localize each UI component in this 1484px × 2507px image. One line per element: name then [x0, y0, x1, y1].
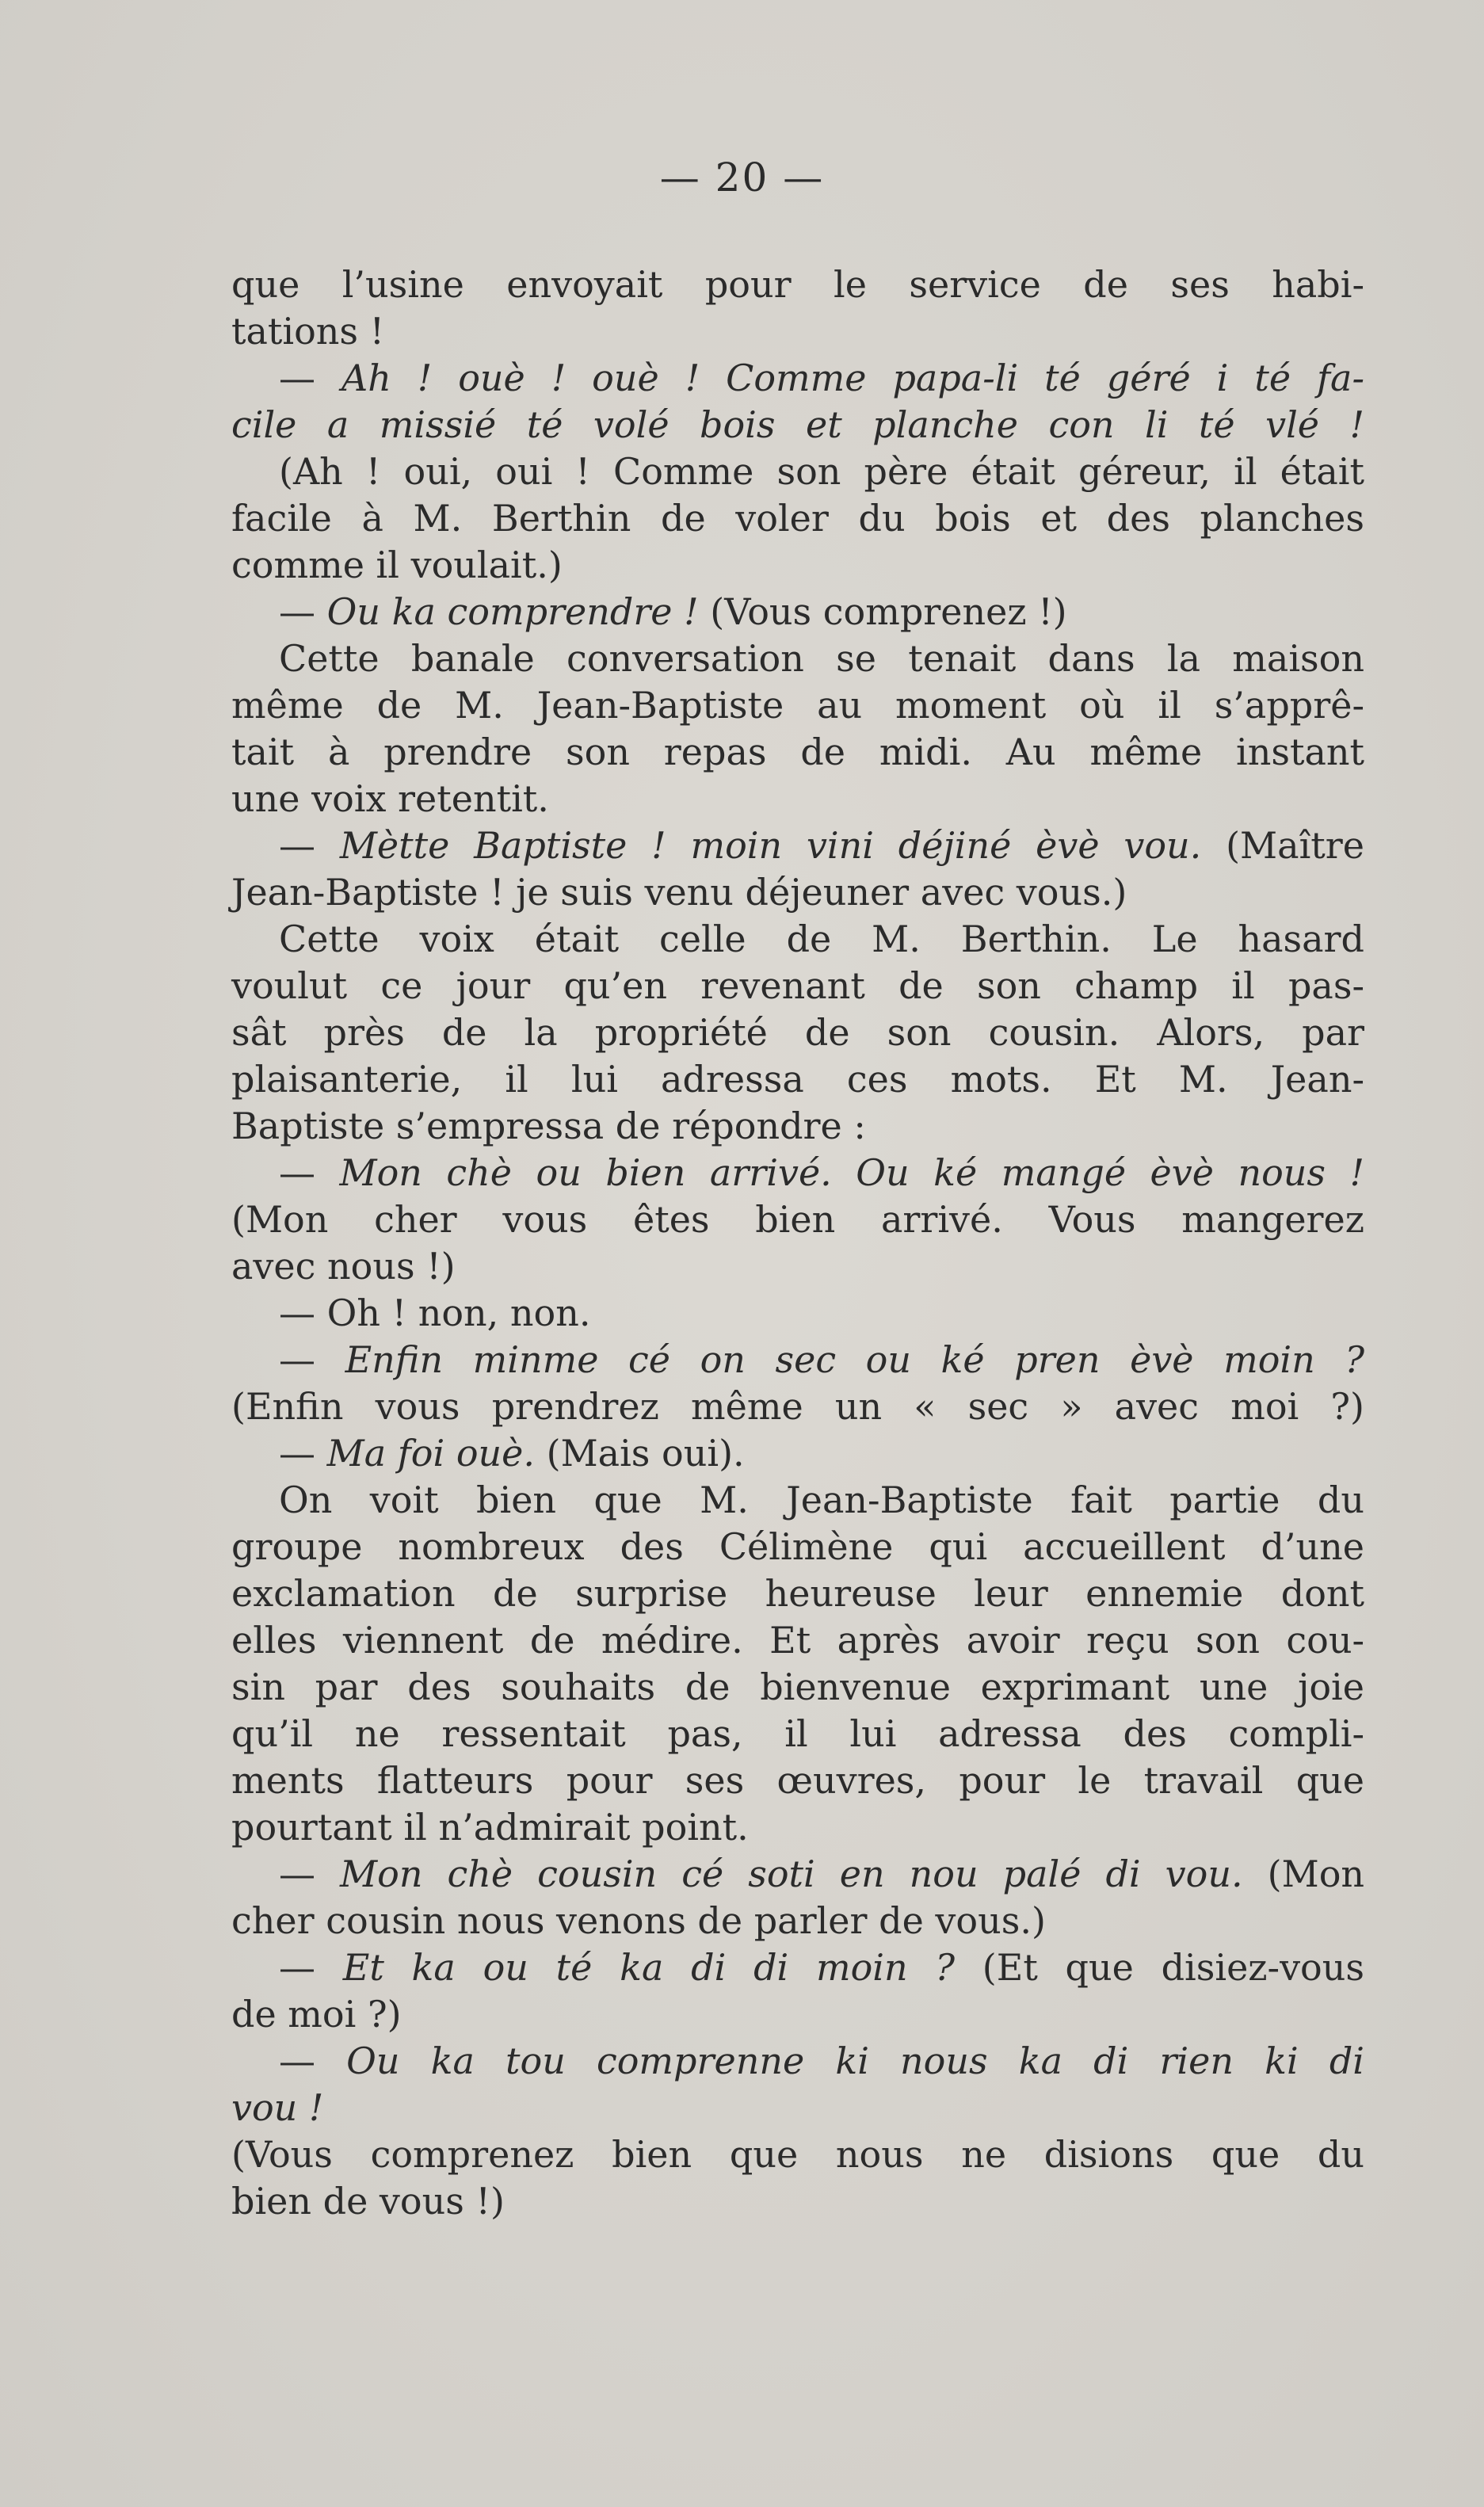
line-text: Baptiste s’empressa de répondre : [231, 1105, 866, 1147]
line-text: une voix retentit. [231, 777, 549, 820]
text-line [231, 261, 1364, 308]
line-text: qu’il ne ressentait pas, il lui adressa des compli- [231, 1712, 1364, 1755]
text-line [231, 1009, 1364, 1056]
line-text: — [279, 1946, 343, 1989]
text-line [231, 822, 1364, 869]
line-text: (Et que disiez-vous [982, 1946, 1364, 1989]
text-line [231, 1851, 1364, 1898]
text-line [231, 776, 1364, 822]
body-text [231, 261, 1364, 2225]
text-line [231, 1477, 1364, 1524]
text-line [231, 1430, 1364, 1477]
text-line [231, 448, 1364, 495]
text-line [231, 1150, 1364, 1196]
text-line [231, 729, 1364, 776]
text-line [231, 1056, 1364, 1103]
line-text: avec nous !) [231, 1245, 456, 1288]
page-number: — 20 — [659, 155, 825, 200]
line-text: sât près de la propriété de son cousin. Alors, par [231, 1011, 1364, 1054]
line-text: (Vous comprenez !) [710, 590, 1067, 633]
text-line [231, 2038, 1364, 2085]
line-text: ments flatteurs pour ses œuvres, pour le travail que [231, 1759, 1364, 1802]
text-line [231, 1898, 1364, 1944]
line-text: Cette voix était celle de M. Berthin. Le hasard [279, 918, 1364, 960]
text-line [231, 1711, 1364, 1757]
line-text: — [279, 1151, 340, 1194]
text-line [231, 1524, 1364, 1570]
text-line [231, 1383, 1364, 1430]
text-line [231, 542, 1364, 589]
text-line [231, 308, 1364, 355]
line-text: — [279, 1338, 345, 1381]
line-text: facile à M. Berthin de voler du bois et des planches [231, 497, 1364, 540]
creole-dialogue: cile a missié té volé bois et planche con li té vlé ! [231, 403, 1364, 446]
creole-dialogue: vou ! [231, 2086, 324, 2129]
text-line [231, 682, 1364, 729]
creole-dialogue: Et ka ou té ka di di moin ? [342, 1946, 982, 1989]
line-text: cher cousin nous venons de parler de vous.) [231, 1899, 1046, 1942]
line-text: que l’usine envoyait pour le service de ses habi- [231, 263, 1364, 306]
text-line [231, 963, 1364, 1009]
creole-dialogue: Ou ka comprendre ! [326, 590, 711, 633]
line-text: voulut ce jour qu’en revenant de son champ il pas- [231, 964, 1364, 1007]
line-text: (Mais oui). [546, 1432, 745, 1475]
line-text: (Mon [1267, 1853, 1365, 1895]
text-line [231, 495, 1364, 542]
creole-dialogue: Ou ka tou comprenne ki nous ka di rien ki di [346, 2040, 1365, 2082]
text-line [231, 402, 1364, 448]
text-line [231, 2178, 1364, 2225]
line-text: Jean-Baptiste ! je suis venu déjeuner avec vous.) [231, 871, 1127, 914]
creole-dialogue: Mon chè ou bien arrivé. Ou ké mangé èvè nous ! [339, 1151, 1364, 1194]
text-line [231, 1570, 1364, 1617]
line-text: — [279, 1853, 341, 1895]
line-text: groupe nombreux des Célimène qui accueillent d’une [231, 1525, 1364, 1568]
text-line [231, 1804, 1364, 1851]
line-text: (Maître [1226, 824, 1364, 867]
text-line [231, 1337, 1364, 1383]
line-text: de moi ?) [231, 1993, 402, 2036]
text-line [231, 1757, 1364, 1804]
line-text: (Ah ! oui, oui ! Comme son père était géreur, il était [279, 450, 1364, 493]
text-line [231, 355, 1364, 402]
creole-dialogue: Ma foi ouè. [326, 1432, 547, 1475]
line-text: Cette banale conversation se tenait dans la maison [279, 637, 1364, 680]
line-text: — [279, 2040, 347, 2082]
line-text: On voit bien que M. Jean-Baptiste fait partie du [279, 1479, 1364, 1521]
text-line [231, 635, 1364, 682]
line-text: exclamation de surprise heureuse leur ennemie dont [231, 1572, 1364, 1615]
text-line [231, 1103, 1364, 1150]
text-line [231, 589, 1364, 635]
creole-dialogue: Enfin minme cé on sec ou ké pren èvè moin ? [345, 1338, 1364, 1381]
line-text: bien de vous !) [231, 2180, 505, 2223]
line-text: tations ! [231, 310, 385, 353]
text-line [231, 2085, 1364, 2131]
line-text: — [279, 357, 341, 399]
line-text: — Oh ! non, non. [279, 1292, 591, 1334]
text-line [231, 2131, 1364, 2178]
line-text: comme il voulait.) [231, 544, 563, 586]
line-text: même de M. Jean-Baptiste au moment où il s’apprê- [231, 684, 1364, 727]
line-text: plaisanterie, il lui adressa ces mots. Et M. Jean- [231, 1058, 1364, 1101]
creole-dialogue: Mètte Baptiste ! moin vini déjiné èvè vou. [339, 824, 1226, 867]
line-text: tait à prendre son repas de midi. Au même instant [231, 731, 1364, 773]
line-text: — [279, 590, 327, 633]
line-text: — [279, 824, 340, 867]
text-line [231, 1944, 1364, 1991]
line-text: (Enfin vous prendrez même un « sec » avec moi ?) [231, 1385, 1364, 1428]
text-line [231, 869, 1364, 916]
creole-dialogue: Mon chè cousin cé soti en nou palé di vou. [340, 1853, 1268, 1895]
text-line [231, 916, 1364, 963]
text-line [231, 1617, 1364, 1664]
text-line [231, 1243, 1364, 1290]
creole-dialogue: Ah ! ouè ! ouè ! Comme papa-li té géré i té fa- [341, 357, 1364, 399]
line-text: — [279, 1432, 327, 1475]
line-text: (Mon cher vous êtes bien arrivé. Vous mangerez [231, 1198, 1364, 1241]
line-text: elles viennent de médire. Et après avoir reçu son cou- [231, 1619, 1364, 1662]
text-line [231, 1664, 1364, 1711]
line-text: (Vous comprenez bien que nous ne disions que du [231, 2133, 1364, 2176]
text-line [231, 1196, 1364, 1243]
text-line [231, 1991, 1364, 2038]
text-line [231, 1290, 1364, 1337]
line-text: sin par des souhaits de bienvenue exprimant une joie [231, 1666, 1364, 1708]
line-text: pourtant il n’admirait point. [231, 1806, 749, 1849]
